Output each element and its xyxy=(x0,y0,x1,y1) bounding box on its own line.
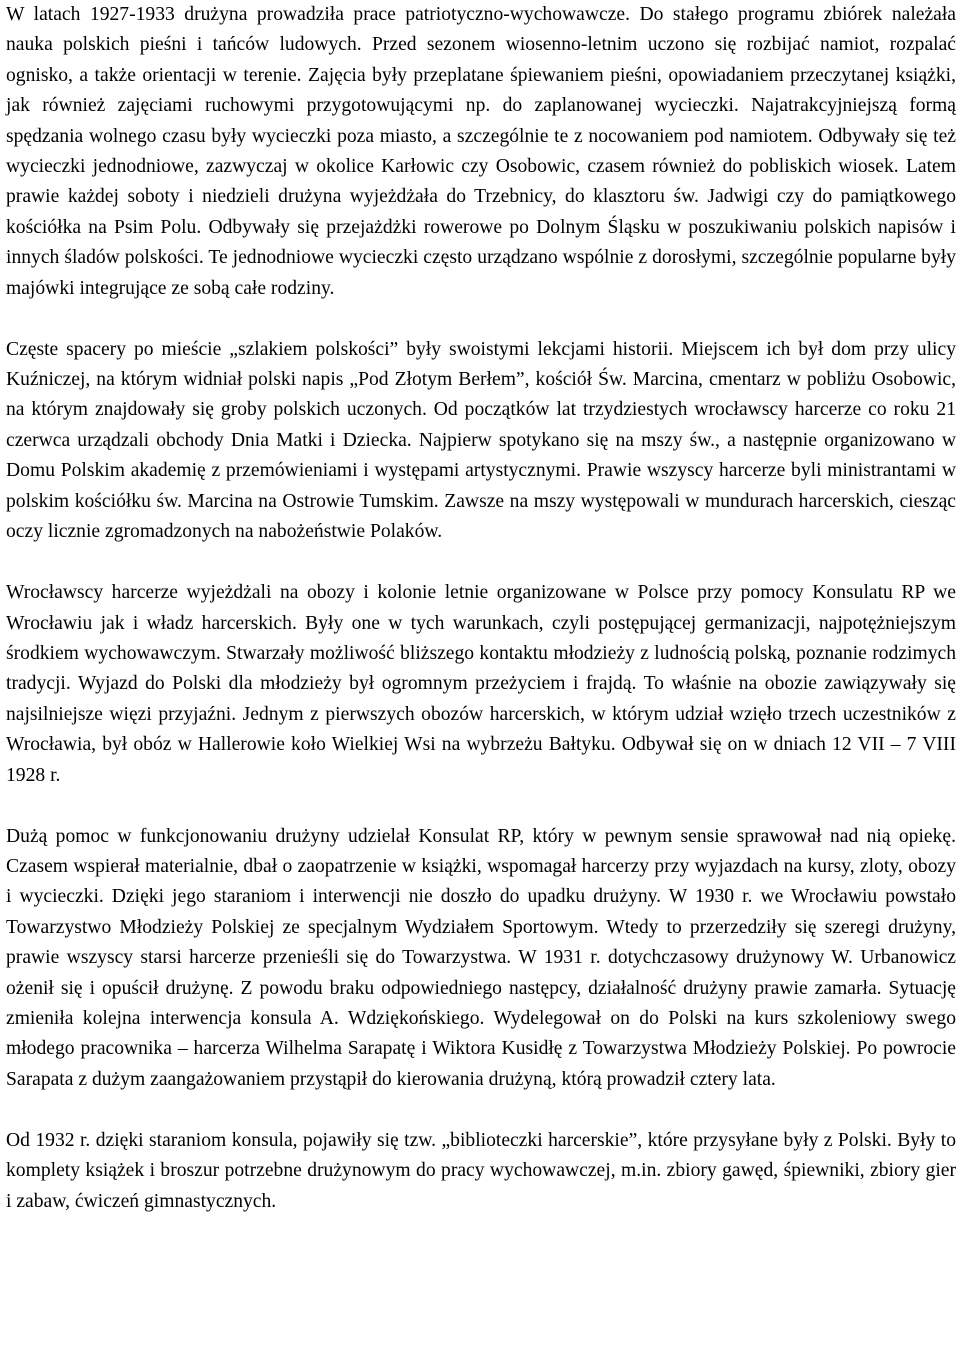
paragraph-consulate-help: Dużą pomoc w funkcjonowaniu drużyny udzielał Konsulat RP, który w pewnym sensie sprawował nad nią opiekę. Czasem wspierał materialnie, dbał o zaopatrzenie w książki, wspomagał harcerzy przy wyjazdach na kursy, zloty, obozy i wycieczki. Dzięki jego staraniom i interwencji nie doszło do upadku drużyny. W 1930 r. we Wrocławiu powstało Towarzystwo Młodzieży Polskiej ze specjalnym Wydziałem Sportowym. Wtedy to przerzedziły się szeregi drużyny, prawie wszyscy starsi harcerze przenieśli się do Towarzystwa. W 1931 r. dotychczasowy drużynowy W. Urbanowicz ożenił się i opuścił drużynę. Z powodu braku odpowiedniego następcy, działalność drużyny prawie zamarła. Sytuację zmieniła kolejna interwencja konsula A. Wdziękońskiego. Wydelegował on do Polski na kurs szkoleniowy swego młodego pracownika – harcerza Wilhelma Sarapatę i Wiktora Kusidłę z Towarzystwa Młodzieży Polskiej. Po powrocie Sarapata z dużym zaangażowaniem przystąpił do kierowania drużyną, którą prowadził cztery lata. xyxy=(6,825,956,1090)
paragraph-libraries: Od 1932 r. dzięki staraniom konsula, pojawiły się tzw. „biblioteczki harcerskie”, które przysyłane były z Polski. Były to komplety książek i broszur potrzebne drużynowym do pracy wychowawczej, m.in. zbiory gawęd, śpiewniki, zbiory gier i zabaw, ćwiczeń gimnastycznych. xyxy=(6,1129,956,1212)
paragraph-city-walks: Częste spacery po mieście „szlakiem polskości” były swoistymi lekcjami historii. Miejscem ich był dom przy ulicy Kuźniczej, na którym widniał polski napis „Pod Złotym Berłem”, kościół Św. Marcina, cmentarz w pobliżu Osobowic, na którym znajdowały się groby polskich uczonych. Od początków lat trzydziestych wrocławscy harcerze co roku 21 czerwca urządzali obchody Dnia Matki i Dziecka. Najpierw spotykano się na mszy św., a następnie organizowano w Domu Polskim akademię z przemówieniami i występami artystycznymi. Prawie wszyscy harcerze byli ministrantami w polskim kościółku św. Marcina na Ostrowie Tumskim. Zawsze na mszy występowali w mundurach harcerskich, ciesząc oczy licznie zgromadzonych na nabożeństwie Polaków. xyxy=(6,338,956,543)
paragraph-camps: Wrocławscy harcerze wyjeżdżali na obozy i kolonie letnie organizowane w Polsce przy pomocy Konsulatu RP we Wrocławiu jak i władz harcerskich. Były one w tych warunkach, czyli postępującej germanizacji, najpotężniejszym środkiem wychowawczym. Stwarzały możliwość bliższego kontaktu młodzieży z ludnością polską, poznanie rodzimych tradycji. Wyjazd do Polski dla młodzieży był ogromnym przeżyciem i frajdą. To właśnie na obozie zawiązywały się najsilniejsze więzi przyjaźni. Jednym z pierwszych obozów harcerskich, w którym udział wzięło trzech uczestników z Wrocławia, był obóz w Hallerowie koło Wielkiej Wsi na wybrzeżu Bałtyku. Odbywał się on w dniach 12 VII – 7 VIII 1928 r. xyxy=(6,582,956,786)
paragraph-activities: W latach 1927-1933 drużyna prowadziła prace patriotyczno-wychowawcze. Do stałego programu zbiórek należała nauka polskich pieśni i tańców ludowych. Przed sezonem wiosenno-letnim uczono się rozbijać namiot, rozpalać ognisko, a także orientacji w terenie. Zajęcia były przeplatane śpiewaniem pieśni, opowiadaniem przeczytanej książki, jak również zajęciami ruchowymi przygotowującymi np. do zaplanowanej wycieczki. Najatrakcyjniejszą formą spędzania wolnego czasu były wycieczki poza miasto, a szczególnie te z nocowaniem pod namiotem. Odbywały się też wycieczki jednodniowe, zazwyczaj w okolice Karłowic czy Osobowic, czasem również do pobliskich wiosek. Latem prawie każdej soboty i niedzieli drużyna wyjeżdżała do Trzebnicy, do klasztoru św. Jadwigi czy do pamiątkowego kościółka na Psim Polu. Odbywały się przejażdżki rowerowe po Dolnym Śląsku w poszukiwaniu polskich napisów i innych śladów polskości. Te jednodniowe wycieczki często urządzano wspólnie z dorosłymi, szczególnie popularne były majówki integrujące ze sobą całe rodziny. xyxy=(6,4,956,299)
